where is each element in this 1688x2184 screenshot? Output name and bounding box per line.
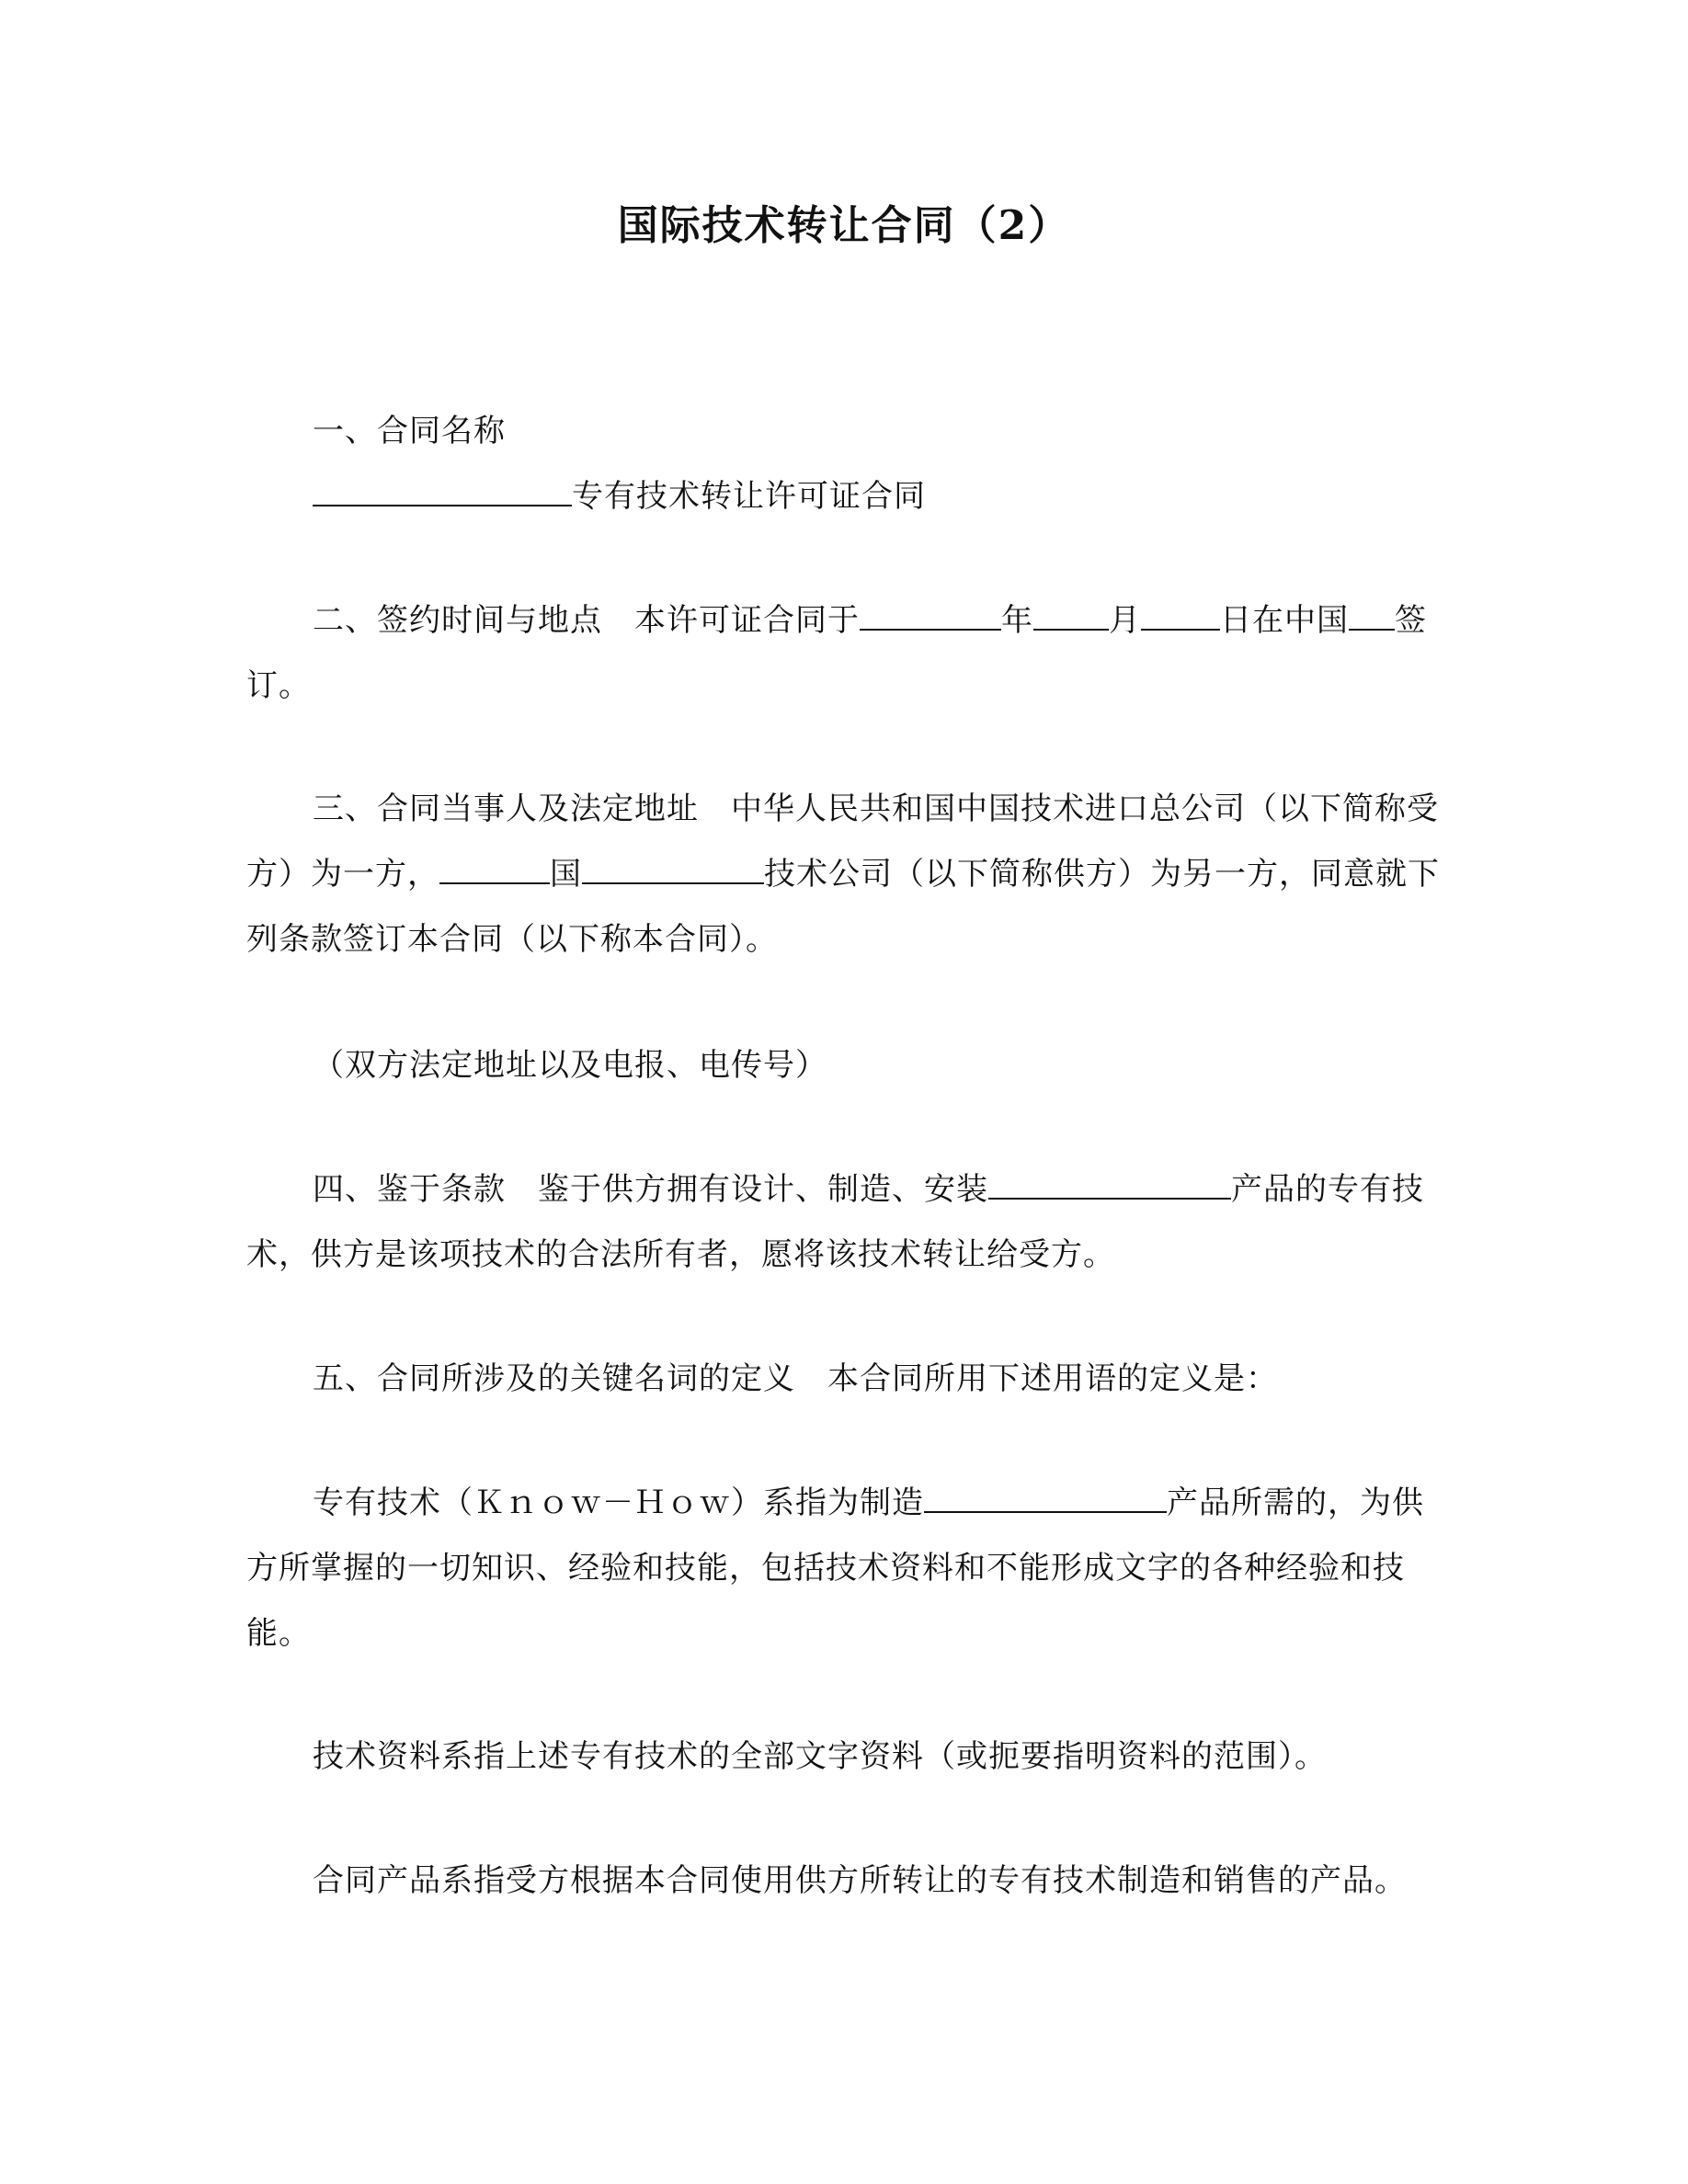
- year-blank[interactable]: [860, 601, 1001, 631]
- year-label: 年: [1001, 602, 1033, 639]
- company-blank[interactable]: [582, 855, 764, 884]
- know-how-lead: 专有技术（Ｋｎｏｗ－Ｈｏｗ）系指为制造: [313, 1484, 924, 1521]
- definition-technical-data: 技术资料系指上述专有技术的全部文字资料（或扼要指明资料的范围）。: [313, 1738, 1327, 1775]
- place-blank[interactable]: [1349, 601, 1395, 631]
- document-title: 国际技术转让合同（2）: [617, 202, 1071, 249]
- product-blank[interactable]: [988, 1170, 1231, 1200]
- know-how-rest: 产品所需的，为供方所掌握的一切知识、经验和技能，包括技术资料和不能形成文字的各种经验和技能。: [246, 1484, 1424, 1652]
- recitals-rest: 产品的专有技术，供方是该项技术的合法所有者，愿将该技术转让给受方。: [246, 1171, 1424, 1273]
- recitals-lead: 四、鉴于条款 鉴于供方拥有设计、制造、安装: [313, 1171, 988, 1208]
- know-how-product-blank[interactable]: [924, 1484, 1167, 1513]
- month-blank[interactable]: [1033, 601, 1109, 631]
- address-note: （双方法定地址以及电报、电传号）: [313, 1047, 827, 1084]
- parties-rest: 技术公司（以下简称供方）为另一方，同意就下列条款签订本合同（以下称本合同）。: [246, 856, 1440, 958]
- month-label: 月: [1109, 602, 1141, 639]
- section-3-parties: [246, 777, 1442, 973]
- section-4-recitals: [246, 1157, 1442, 1288]
- definition-contract-product: 合同产品系指受方根据本合同使用供方所转让的专有技术制造和销售的产品。: [313, 1862, 1407, 1899]
- signing-lead: 二、签约时间与地点 本许可证合同于: [313, 602, 860, 639]
- day-place-label: 日在中国: [1220, 602, 1349, 639]
- country-label: 国: [550, 856, 582, 893]
- section-1-heading: 一、合同名称: [313, 413, 506, 449]
- section-5-definitions: 五、合同所涉及的关键名词的定义 本合同所用下述用语的定义是：: [313, 1360, 1278, 1397]
- contract-name-blank[interactable]: [313, 477, 572, 506]
- section-2-signing: [246, 588, 1442, 719]
- parties-lead: 三、合同当事人及法定地址 中华人民共和国中国技术进口总公司（以下简称受方）为一方，: [246, 791, 1439, 893]
- day-blank[interactable]: [1141, 601, 1220, 631]
- definition-know-how: [246, 1471, 1442, 1666]
- country-blank[interactable]: [439, 855, 550, 884]
- section-1-contract-name: [246, 464, 1442, 529]
- contract-name-suffix: 专有技术转让许可证合同: [572, 478, 926, 515]
- signing-end: 签订。: [246, 602, 1427, 704]
